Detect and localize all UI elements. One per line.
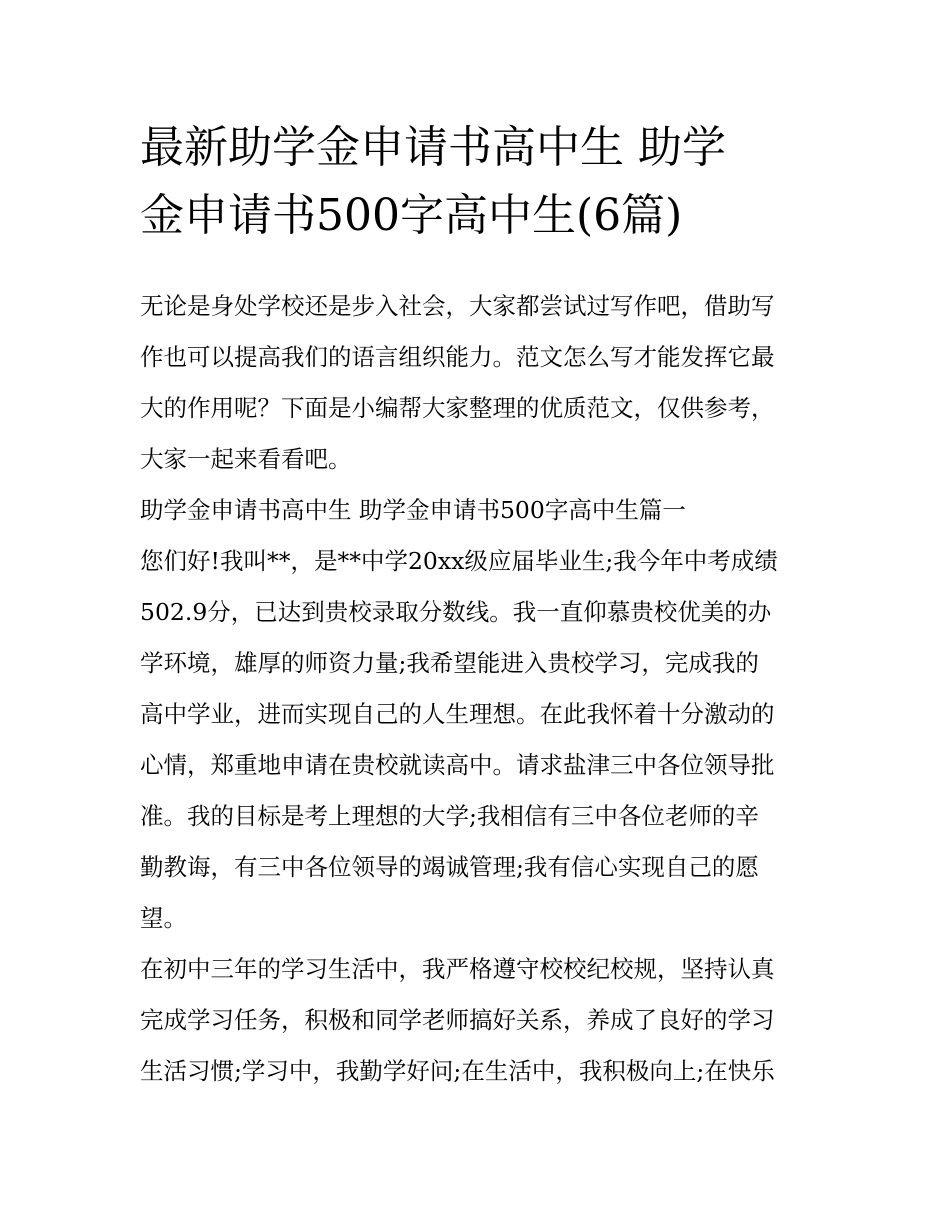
text-line: 作也可以提高我们的语言组织能力。范文怎么写才能发挥它最 (140, 343, 775, 371)
intro-paragraph (140, 281, 820, 485)
text-line: 在初中三年的学习生活中，我严格遵守校校纪校规，坚持认真 (140, 955, 775, 983)
document-body (140, 281, 820, 1097)
text-line: 心情，郑重地申请在贵校就读高中。请求盐津三中各位领导批 (140, 751, 775, 779)
text-line: 无论是身处学校还是步入社会，大家都尝试过写作吧，借助写 (140, 292, 775, 320)
text-line: 您们好!我叫**，是**中学20xx级应届毕业生;我今年中考成绩 (140, 547, 778, 575)
body-paragraph-2 (140, 944, 820, 1097)
document-title (140, 114, 820, 250)
section-heading-text: 助学金申请书高中生 助学金申请书500字高中生篇一 (140, 496, 686, 524)
text-line: 望。 (140, 904, 187, 932)
body-paragraph-1 (140, 536, 820, 944)
text-line: 准。我的目标是考上理想的大学;我相信有三中各位老师的辛 (140, 802, 759, 830)
text-line: 高中学业，进而实现自己的人生理想。在此我怀着十分激动的 (140, 700, 775, 728)
text-line: 502.9分，已达到贵校录取分数线。我一直仰慕贵校优美的办 (140, 598, 772, 626)
text-line: 大家一起来看看吧。 (140, 445, 352, 473)
text-line: 大的作用呢？下面是小编帮大家整理的优质范文，仅供参考， (140, 394, 775, 422)
title-line: 金申请书500字高中生(6篇) (140, 190, 683, 241)
section-heading (140, 485, 820, 536)
text-line: 勤教诲，有三中各位领导的竭诚管理;我有信心实现自己的愿 (140, 853, 759, 881)
text-line: 完成学习任务，积极和同学老师搞好关系，养成了良好的学习 (140, 1006, 775, 1034)
title-line: 最新助学金申请书高中生 助学 (140, 122, 726, 173)
text-line: 学环境，雄厚的师资力量;我希望能进入贵校学习，完成我的 (140, 649, 759, 677)
text-line: 生活习惯;学习中，我勤学好问;在生活中，我积极向上;在快乐 (140, 1057, 775, 1085)
